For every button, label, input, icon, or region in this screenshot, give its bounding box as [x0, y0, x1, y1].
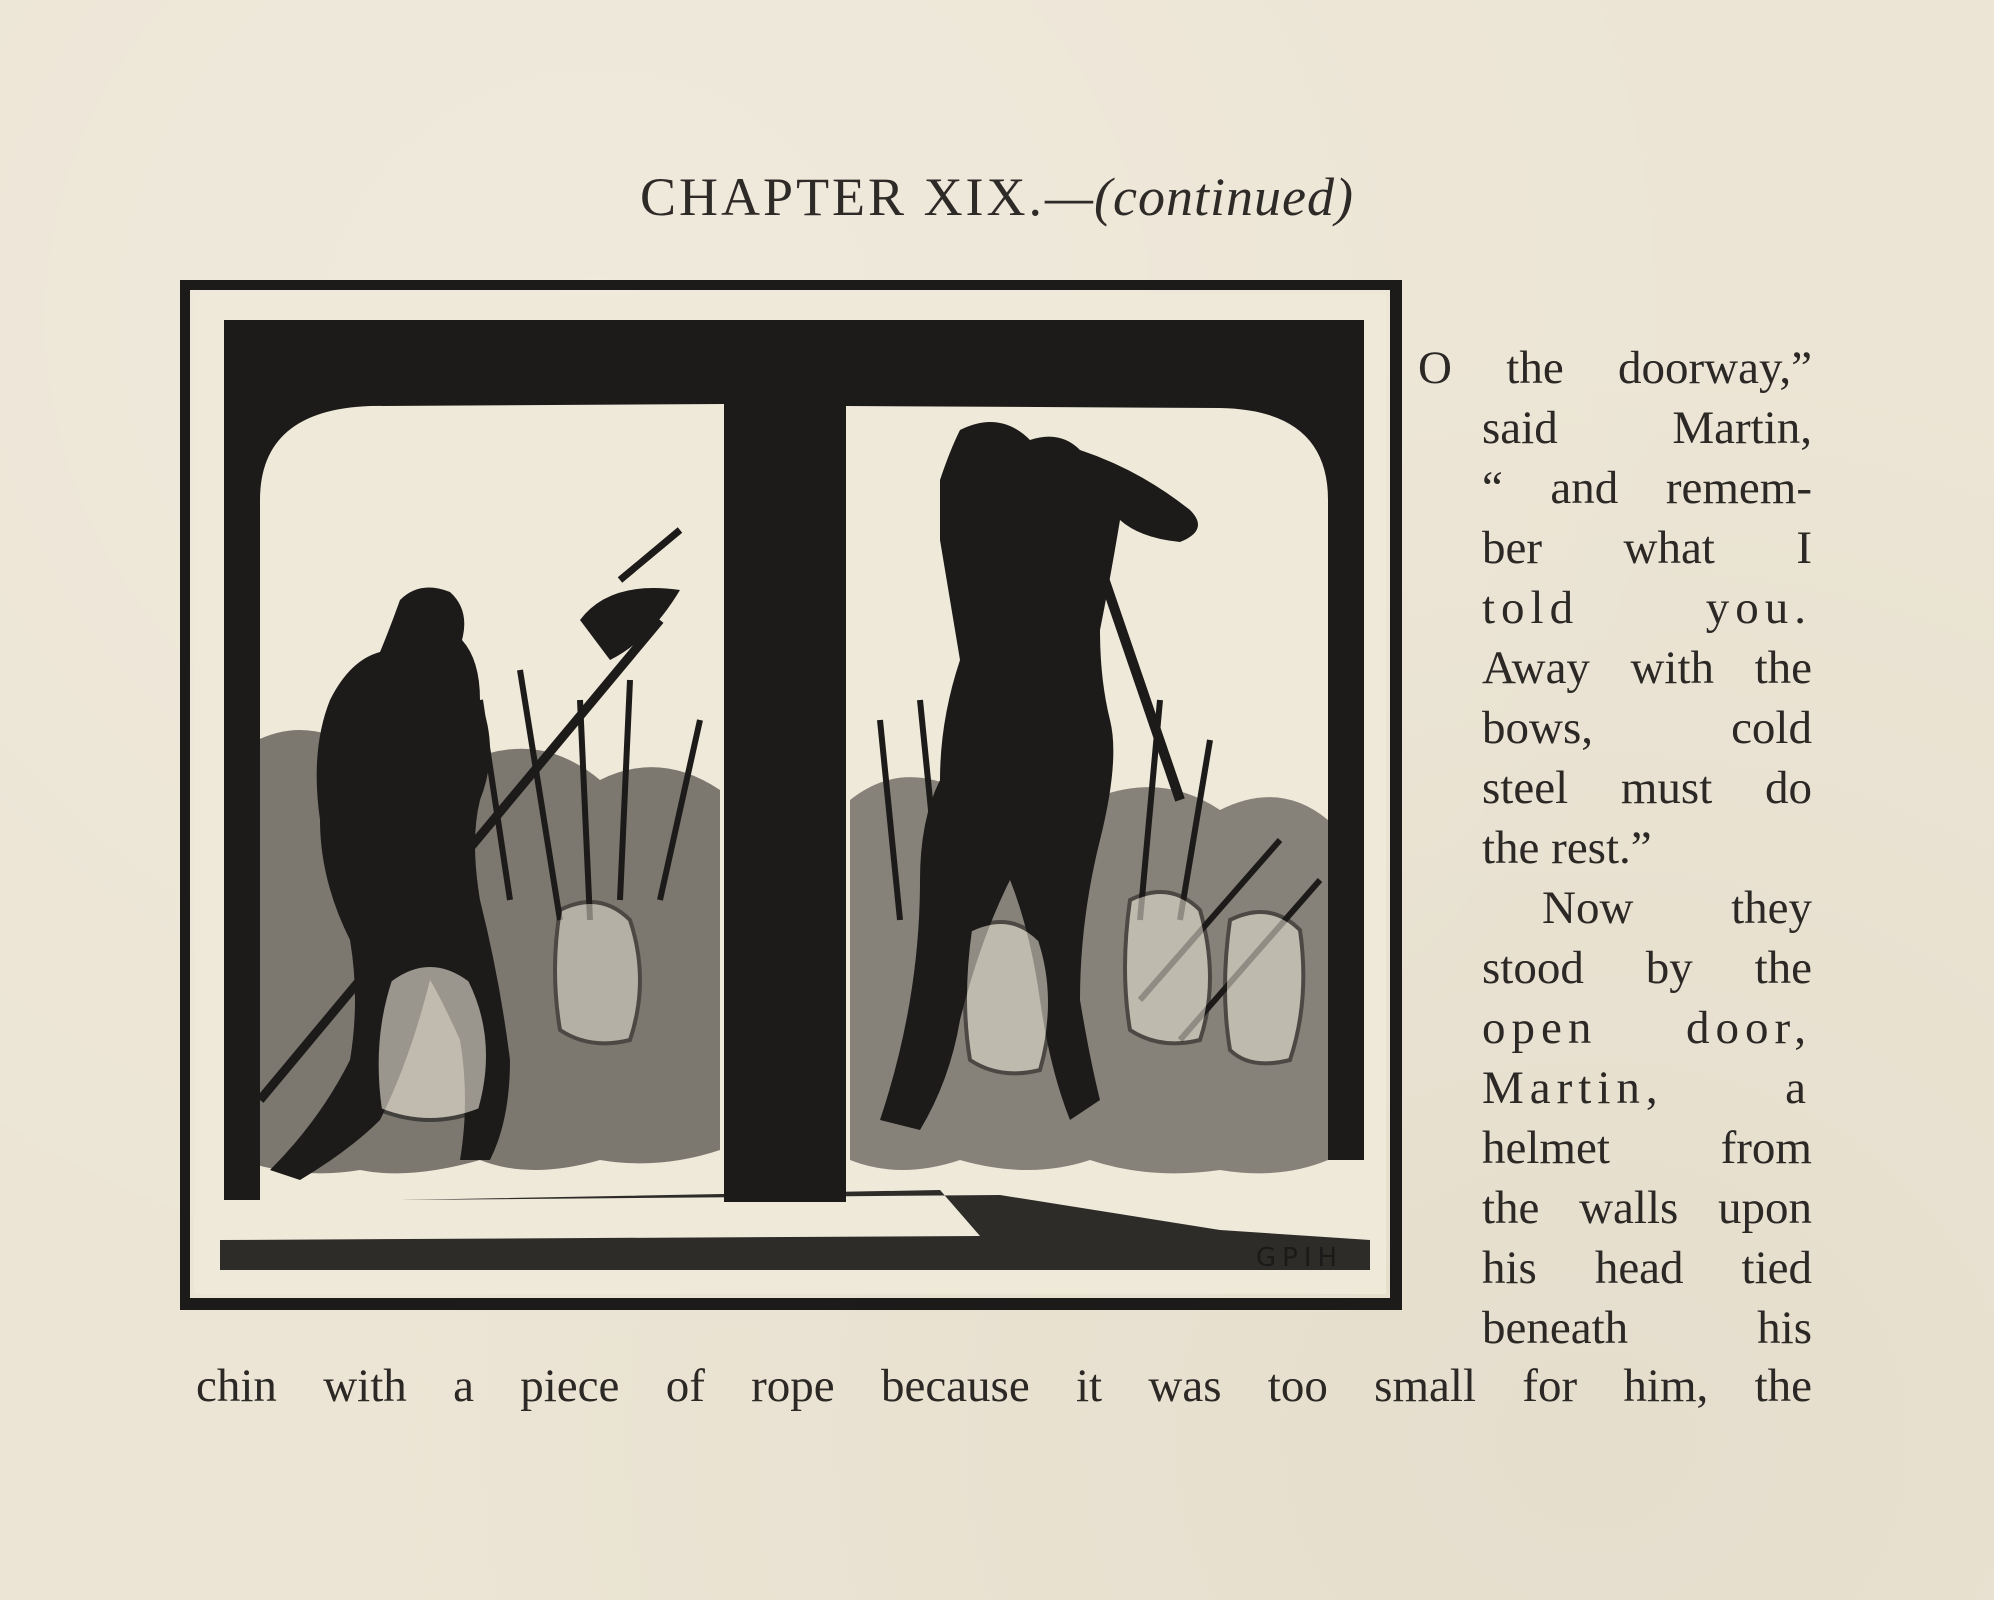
text-line: stood by the	[1482, 942, 1812, 994]
text-line: O the doorway,”	[1418, 342, 1812, 394]
text-line: “ and remem-	[1482, 462, 1812, 514]
text-line: helmet from	[1482, 1122, 1812, 1174]
text-line: the rest.”	[1482, 822, 1652, 874]
text-line: ber what I	[1482, 522, 1812, 574]
text-line: told you.	[1482, 582, 1812, 634]
artist-monogram: GPIH	[1256, 1243, 1344, 1273]
text-line: his head tied	[1482, 1242, 1812, 1294]
text-line: Martin, a	[1482, 1062, 1812, 1114]
chapter-title: CHAPTER XIX.	[640, 167, 1046, 227]
text-line: open door,	[1482, 1002, 1812, 1054]
text-line: the walls upon	[1482, 1182, 1812, 1234]
text-line: steel must do	[1482, 762, 1812, 814]
drop-cap-illustration	[180, 280, 1416, 1314]
text-line: bows, cold	[1482, 702, 1812, 754]
text-line: beneath his	[1482, 1302, 1812, 1354]
text-line: Now they	[1542, 882, 1812, 934]
continued-label: —(continued)	[1045, 167, 1354, 227]
chapter-heading	[0, 166, 1994, 228]
text-line: said Martin,	[1482, 402, 1812, 454]
body-text-column	[1418, 338, 1812, 1358]
text-line-full-width: chin with a piece of rope because it was too small for him, the	[196, 1360, 1812, 1412]
text-line: Away with the	[1482, 642, 1812, 694]
